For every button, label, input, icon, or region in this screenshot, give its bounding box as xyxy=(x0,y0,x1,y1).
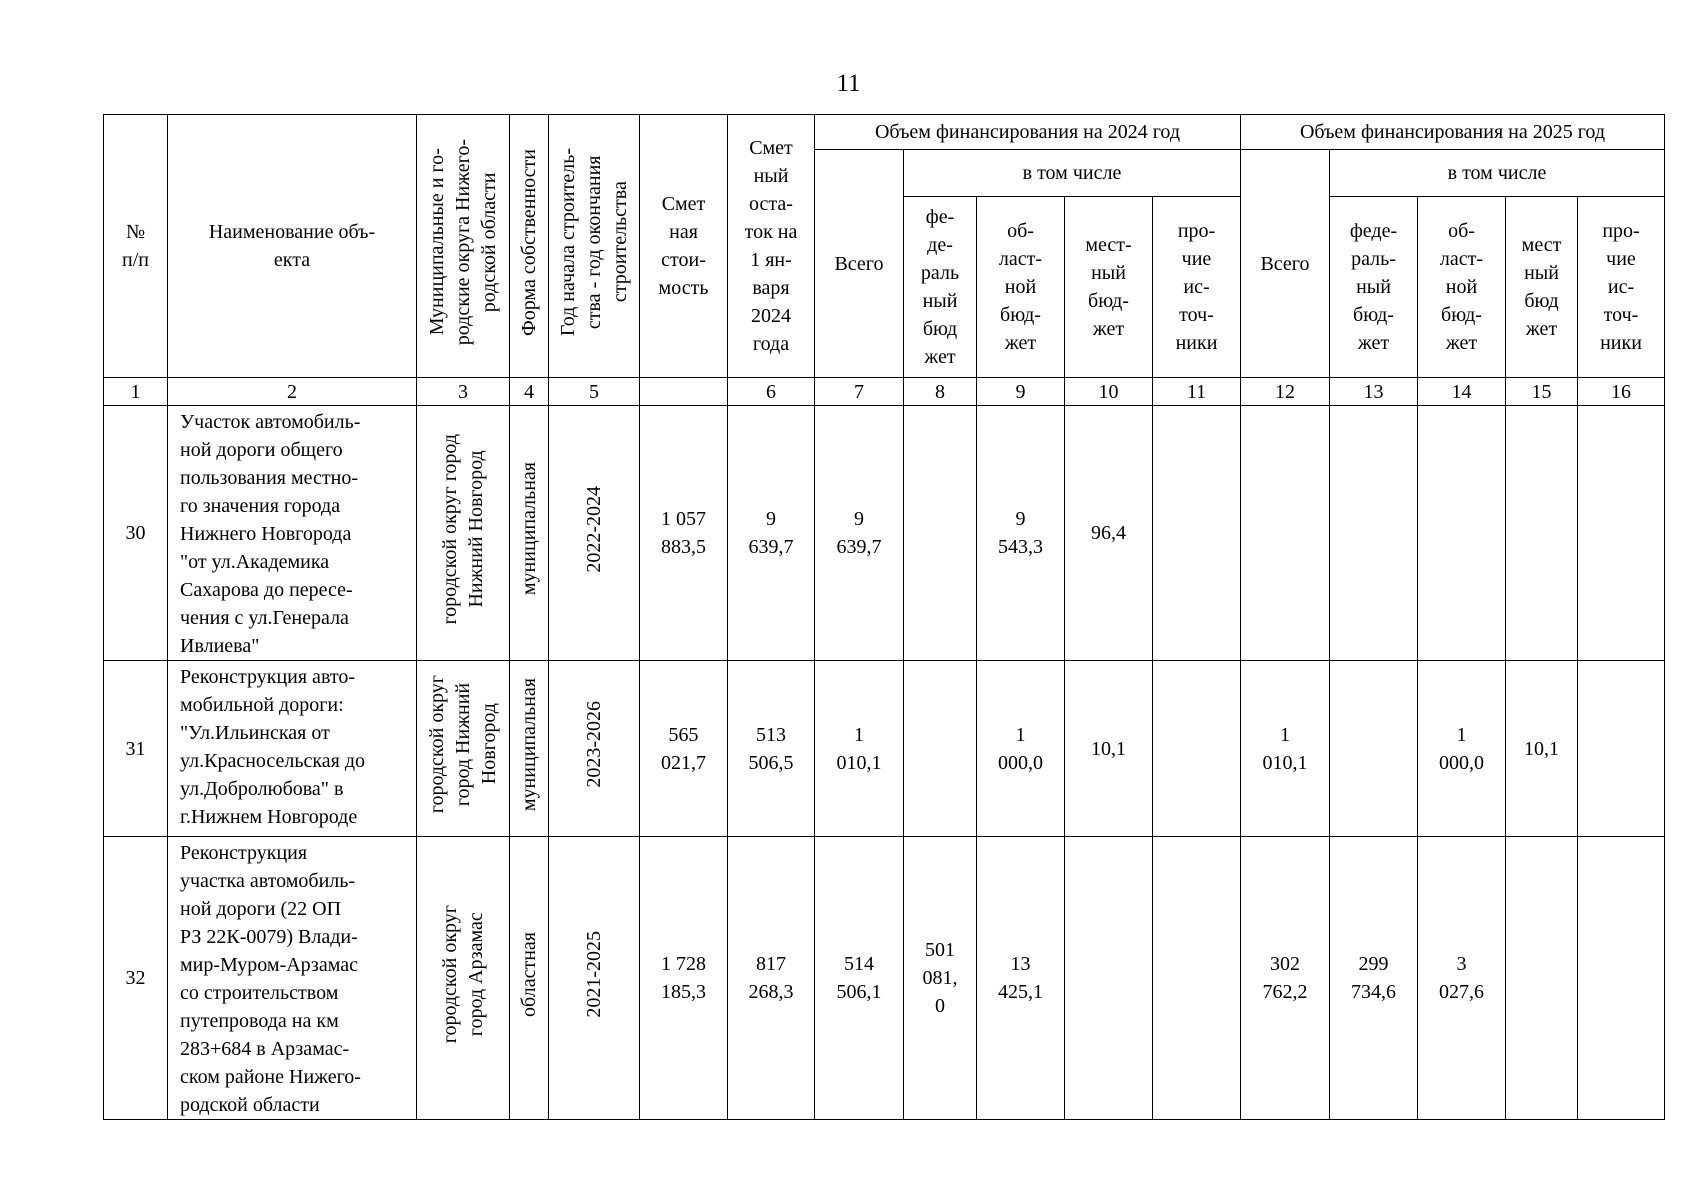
header-group-2024: Объем финансирования на 2024 год xyxy=(815,115,1241,150)
row-cost: 565 021,7 xyxy=(640,661,728,837)
column-number: 16 xyxy=(1578,378,1665,406)
row-years xyxy=(549,837,640,1120)
row-loc-2025: 10,1 xyxy=(1506,661,1578,837)
row-years-text: 2021-2025 xyxy=(583,930,605,1018)
column-number: 1 xyxy=(104,378,168,406)
row-total-2025: 1 010,1 xyxy=(1241,661,1330,837)
row-total-2025 xyxy=(1241,406,1330,661)
row-fed-2024 xyxy=(904,406,977,661)
row-ownership xyxy=(510,406,549,661)
header-total-2025: Всего xyxy=(1241,150,1330,378)
column-number: 11 xyxy=(1153,378,1241,406)
column-number xyxy=(640,378,728,406)
column-number: 15 xyxy=(1506,378,1578,406)
row-loc-2024: 96,4 xyxy=(1065,406,1153,661)
row-total-2024: 514 506,1 xyxy=(815,837,904,1120)
column-number: 13 xyxy=(1330,378,1418,406)
header-total-2024: Всего xyxy=(815,150,904,378)
row-years xyxy=(549,661,640,837)
row-remainder: 817 268,3 xyxy=(728,837,815,1120)
header-name: Наименование объ- екта xyxy=(168,115,417,378)
column-number: 6 xyxy=(728,378,815,406)
header-row-1 xyxy=(104,115,1665,150)
row-total-2024: 1 010,1 xyxy=(815,661,904,837)
row-municipal xyxy=(417,661,510,837)
table-row xyxy=(104,837,1665,1120)
header-oth-2024: про- чие ис- точ- ники xyxy=(1153,197,1241,378)
header-ownership-text: Форма собственности xyxy=(518,148,540,336)
header-years xyxy=(549,115,640,378)
column-number-row xyxy=(104,378,1665,406)
row-ownership-text: муниципальная xyxy=(518,677,540,812)
header-loc-2025: мест ный бюд жет xyxy=(1506,197,1578,378)
row-num: 32 xyxy=(104,837,168,1120)
row-years xyxy=(549,406,640,661)
row-ownership-text: областная xyxy=(518,931,540,1017)
row-municipal xyxy=(417,406,510,661)
header-cost: Смет ная стои- мость xyxy=(640,115,728,378)
page-number: 11 xyxy=(836,70,861,97)
row-num: 31 xyxy=(104,661,168,837)
table-row xyxy=(104,661,1665,837)
header-municipal xyxy=(417,115,510,378)
column-number: 9 xyxy=(977,378,1065,406)
row-reg-2024: 1 000,0 xyxy=(977,661,1065,837)
column-number: 10 xyxy=(1065,378,1153,406)
row-oth-2024 xyxy=(1153,406,1241,661)
row-loc-2025 xyxy=(1506,837,1578,1120)
column-number: 5 xyxy=(549,378,640,406)
header-fed-2025: феде- раль- ный бюд- жет xyxy=(1330,197,1418,378)
row-name: Реконструкция авто- мобильной дороги: "Ул.Ильинская от ул.Красносельская до ул.Добролюбова" в г.Нижнем Новгороде xyxy=(168,661,417,837)
row-name: Участок автомобиль- ной дороги общего пользования местно- го значения города Нижнего Новгорода "от ул.Академика Сахарова до пересе- чения с ул.Генерала Ивлиева" xyxy=(168,406,417,661)
row-cost: 1 057 883,5 xyxy=(640,406,728,661)
financing-table xyxy=(103,114,1665,1120)
row-reg-2025 xyxy=(1418,406,1506,661)
row-oth-2024 xyxy=(1153,661,1241,837)
row-remainder: 9 639,7 xyxy=(728,406,815,661)
row-name: Реконструкция участка автомобиль- ной дороги (22 ОП РЗ 22К-0079) Влади- мир-Муром-Арзамас со строительством путепровода на км 283+684 в Арзамас- ском районе Нижего- родской области xyxy=(168,837,417,1120)
column-number: 2 xyxy=(168,378,417,406)
row-fed-2024: 501 081, 0 xyxy=(904,837,977,1120)
header-oth-2025: про- чие ис- точ- ники xyxy=(1578,197,1665,378)
row-years-text: 2022-2024 xyxy=(583,485,605,573)
header-municipal-text: Муниципальные и го- родские округа Нижего- родской области xyxy=(426,138,500,346)
header-ownership xyxy=(510,115,549,378)
header-num: № п/п xyxy=(104,115,168,378)
row-ownership-text: муниципальная xyxy=(518,462,540,596)
header-remainder: Смет ный оста- ток на 1 ян- варя 2024 года xyxy=(728,115,815,378)
column-number: 12 xyxy=(1241,378,1330,406)
header-group-2025: Объем финансирования на 2025 год xyxy=(1241,115,1665,150)
row-fed-2025 xyxy=(1330,661,1418,837)
header-incl-2024: в том числе xyxy=(904,150,1241,197)
row-ownership xyxy=(510,837,549,1120)
column-number: 7 xyxy=(815,378,904,406)
row-total-2025: 302 762,2 xyxy=(1241,837,1330,1120)
row-reg-2025: 1 000,0 xyxy=(1418,661,1506,837)
row-fed-2025 xyxy=(1330,406,1418,661)
row-years-text: 2023-2026 xyxy=(583,701,605,788)
header-reg-2024: об- ласт- ной бюд- жет xyxy=(977,197,1065,378)
header-loc-2024: мест- ный бюд- жет xyxy=(1065,197,1153,378)
row-reg-2024: 13 425,1 xyxy=(977,837,1065,1120)
row-reg-2025: 3 027,6 xyxy=(1418,837,1506,1120)
row-fed-2024 xyxy=(904,661,977,837)
row-loc-2024: 10,1 xyxy=(1065,661,1153,837)
row-oth-2025 xyxy=(1578,661,1665,837)
table-row xyxy=(104,406,1665,661)
row-total-2024: 9 639,7 xyxy=(815,406,904,661)
row-loc-2024 xyxy=(1065,837,1153,1120)
header-reg-2025: об- ласт- ной бюд- жет xyxy=(1418,197,1506,378)
row-remainder: 513 506,5 xyxy=(728,661,815,837)
row-oth-2024 xyxy=(1153,837,1241,1120)
row-loc-2025 xyxy=(1506,406,1578,661)
row-municipal xyxy=(417,837,510,1120)
column-number: 4 xyxy=(510,378,549,406)
row-ownership xyxy=(510,661,549,837)
row-reg-2024: 9 543,3 xyxy=(977,406,1065,661)
row-oth-2025 xyxy=(1578,406,1665,661)
header-years-text: Год начала строитель- ства - год окончания строительства xyxy=(557,147,631,337)
column-number: 8 xyxy=(904,378,977,406)
row-num: 30 xyxy=(104,406,168,661)
row-municipal-text: городской округ город Арзамас xyxy=(439,904,487,1044)
row-cost: 1 728 185,3 xyxy=(640,837,728,1120)
column-number: 14 xyxy=(1418,378,1506,406)
row-municipal-text: городской округ город Нижний Новгород xyxy=(426,675,500,814)
row-oth-2025 xyxy=(1578,837,1665,1120)
row-municipal-text: городской округ город Нижний Новгород xyxy=(439,433,487,625)
header-fed-2024: фе- де- раль ный бюд жет xyxy=(904,197,977,378)
row-fed-2025: 299 734,6 xyxy=(1330,837,1418,1120)
column-number: 3 xyxy=(417,378,510,406)
header-incl-2025: в том числе xyxy=(1330,150,1665,197)
